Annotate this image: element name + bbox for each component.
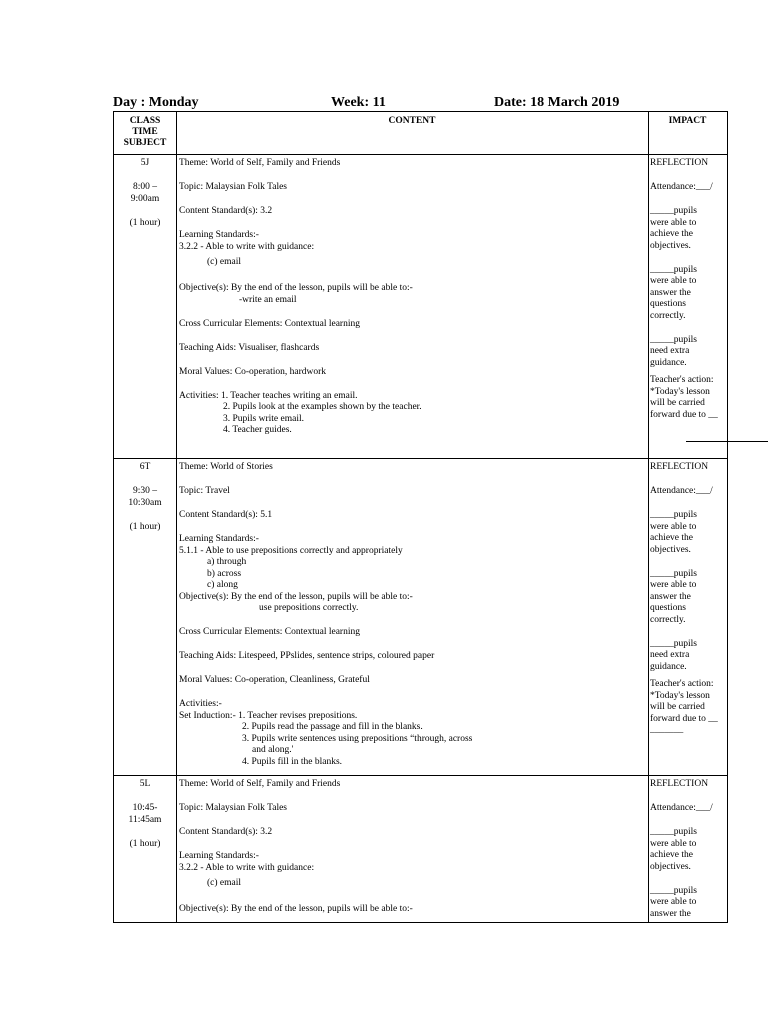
learning-standards-label: Learning Standards:- (179, 230, 259, 240)
week-label: Week: 11 (331, 95, 386, 110)
moral-values: Moral Values: Co-operation, Cleanliness, Grateful (179, 675, 370, 685)
activity: 3. Pupils write email. (223, 413, 305, 424)
theme: Theme: World of Self, Family and Friends (179, 779, 341, 789)
learning-item: (c) email (207, 878, 242, 888)
activity: 4. Teacher guides. (223, 425, 292, 435)
attendance-field: Attendance:___/ (650, 486, 713, 496)
activity: 3. Pupils write sentences using prepositions “through, across (242, 733, 473, 744)
class-name: 5J (140, 158, 150, 168)
lesson-row (114, 155, 727, 458)
class-name: 5L (139, 779, 151, 789)
teaching-aids: Teaching Aids: Litespeed, PPslides, sentence strips, coloured paper (179, 651, 435, 661)
topic: Topic: Malaysian Folk Tales (179, 803, 287, 813)
moral-values: Moral Values: Co-operation, hardwork (179, 366, 327, 377)
theme: Theme: World of Stories (179, 462, 273, 472)
set-induction: Set Induction:- 1. Teacher revises prepositions. (179, 710, 358, 721)
column-header-impact: IMPACT (668, 116, 707, 126)
impact-cell: REFLECTION Attendance:___/ _____pupils were able to achieve the objectives. _____pupils were able to answer the questions correctly. _____pupils need extra guidance. Teacher's action: *Today's lesson will be carried forward due to __ (648, 155, 727, 458)
class-time-cell (114, 776, 176, 922)
activity: 4. Pupils fill in the blanks. (242, 756, 343, 767)
objective: Objective(s): By the end of the lesson, pupils will be able to:- (179, 904, 413, 914)
day-label: Day : Monday (113, 95, 199, 110)
content-cell (176, 776, 648, 922)
objective-detail: -write an email (239, 294, 297, 305)
activities-label: Activities:- (179, 699, 222, 709)
topic: Topic: Malaysian Folk Tales (179, 182, 287, 192)
class-time-cell (114, 459, 176, 775)
time-start: 9:30 – (132, 486, 157, 496)
learning-item: (c) email (207, 257, 242, 267)
content-standard: Content Standard(s): 5.1 (179, 510, 273, 520)
date-label: Date: 18 March 2019 (494, 95, 620, 110)
learning-standard: 5.1.1 - Able to use prepositions correctly and appropriately (179, 545, 403, 556)
content-cell (176, 459, 648, 775)
class-name: 6T (139, 462, 151, 472)
impact-cell: REFLECTION Attendance:___/ _____pupils were able to achieve the objectives. _____pupils were able to answer the (648, 776, 727, 922)
content-standard: Content Standard(s): 3.2 (179, 206, 273, 216)
learning-item: c) along (207, 580, 238, 590)
time-start: 10:45- (132, 803, 158, 813)
objective: Objective(s): By the end of the lesson, pupils will be able to:- (179, 283, 413, 293)
time-end: 11:45am (128, 814, 162, 825)
learning-standards-label: Learning Standards:- (179, 534, 259, 544)
activity: Activities: 1. Teacher teaches writing an email. (179, 390, 358, 401)
duration: (1 hour) (129, 521, 161, 532)
time-end: 9:00am (130, 193, 160, 204)
column-header-class-time-subject: CLASS TIME SUBJECT (123, 116, 167, 148)
teaching-aids: Teaching Aids: Visualiser, flashcards (179, 342, 320, 353)
duration: (1 hour) (129, 838, 161, 849)
activity: 2. Pupils look at the examples shown by the teacher. (223, 402, 422, 412)
time-end: 10:30am (128, 497, 162, 508)
column-header-content: CONTENT (388, 116, 436, 126)
time-start: 8:00 – (132, 182, 157, 192)
objective: Objective(s): By the end of the lesson, pupils will be able to:- (179, 591, 413, 602)
cross-curricular: Cross Curricular Elements: Contextual learning (179, 627, 360, 637)
reflection-label: REFLECTION (650, 158, 709, 168)
impact-cell: REFLECTION Attendance:___/ _____pupils were able to achieve the objectives. _____pupils were able to answer the questions correctly. _____pupils need extra guidance. Teacher's action: *Today's lesson will be carried forward due to __ _______ (648, 459, 727, 775)
topic: Topic: Travel (179, 486, 230, 496)
theme: Theme: World of Self, Family and Friends (179, 158, 341, 168)
reflection-label: REFLECTION (650, 462, 709, 472)
objective-detail: use prepositions correctly. (259, 603, 359, 613)
class-time-cell (114, 155, 176, 458)
lesson-row (114, 459, 727, 775)
lesson-plan-table (113, 111, 728, 923)
lesson-row (114, 776, 727, 922)
content-standard: Content Standard(s): 3.2 (179, 827, 273, 837)
cross-curricular: Cross Curricular Elements: Contextual learning (179, 318, 360, 329)
learning-item: b) across (207, 568, 242, 579)
page-header (113, 94, 733, 112)
attendance-field: Attendance:___/ (650, 182, 713, 192)
activity: and along.' (252, 745, 294, 755)
reflection-label: REFLECTION (650, 779, 709, 789)
fill-in-line (686, 441, 768, 442)
learning-standard: 3.2.2 - Able to write with guidance: (179, 241, 315, 252)
content-cell (176, 155, 648, 458)
attendance-field: Attendance:___/ (650, 803, 713, 813)
activity: 2. Pupils read the passage and fill in the blanks. (242, 722, 423, 732)
learning-standard: 3.2.2 - Able to write with guidance: (179, 862, 315, 873)
learning-standards-label: Learning Standards:- (179, 851, 259, 861)
duration: (1 hour) (129, 217, 161, 228)
learning-item: a) through (207, 557, 247, 567)
